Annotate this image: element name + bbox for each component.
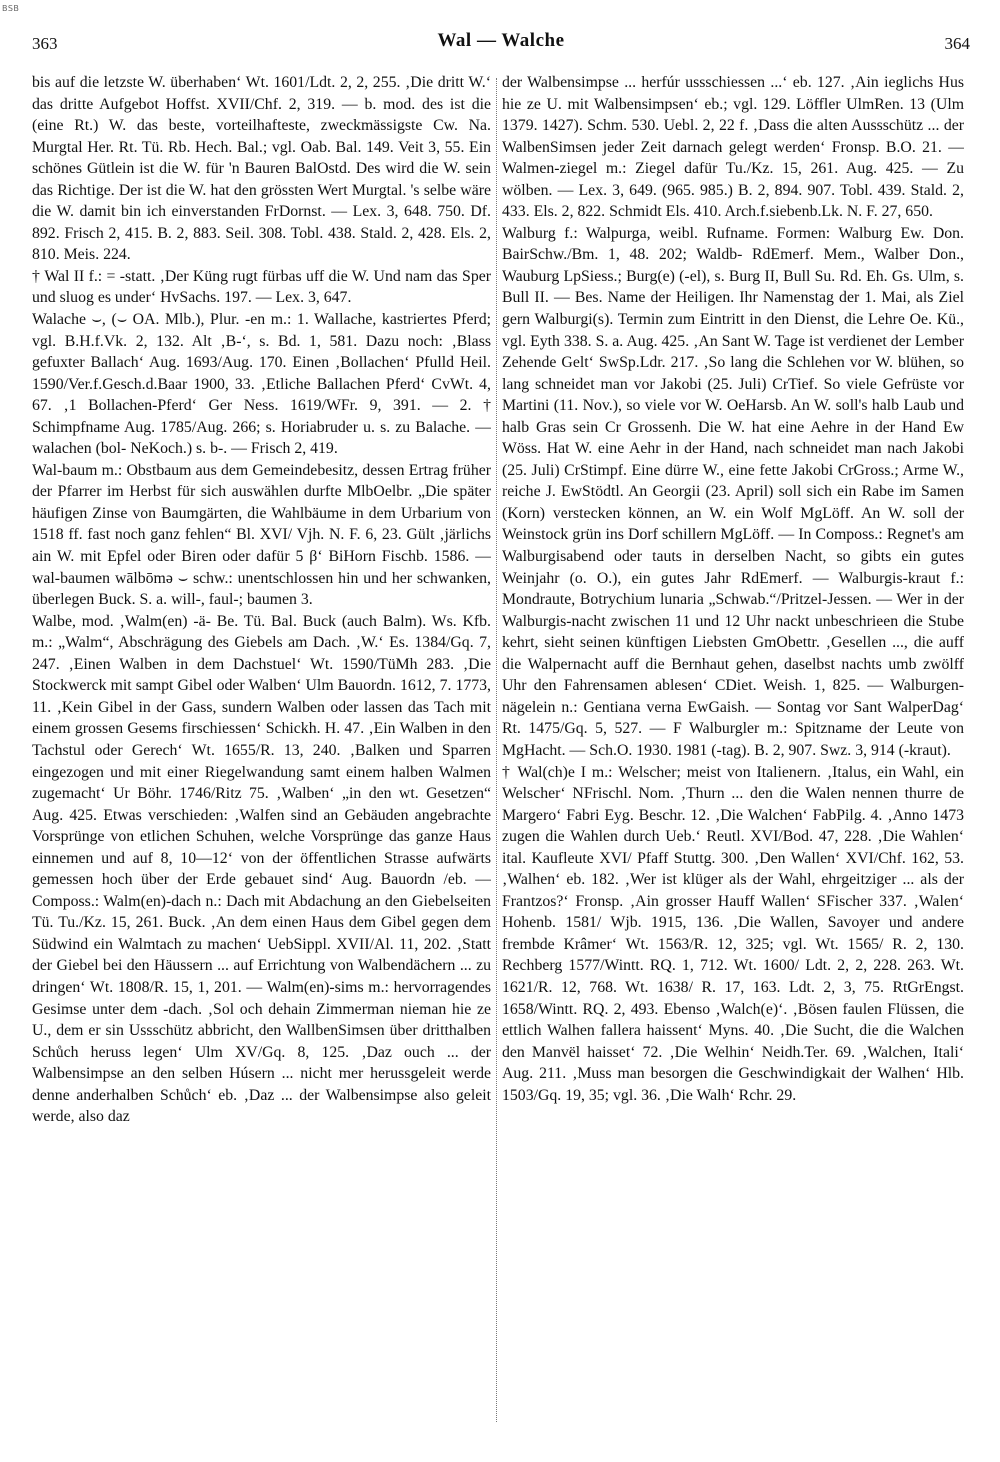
left-column bbox=[32, 72, 491, 1432]
entry-wal-II: † Wal II f.: = -statt. ‚Der Küng rugt fürbas uff die W. Und nam das Sper und sluog es under‘ HvSachs. 197. — Lex. 3, 647. bbox=[32, 267, 491, 307]
entry-walbe-continuation: der Walbensimpse ... herfúr ussschiessen ...‘ eb. 127. ‚Ain ieglichs Hus hie ze U. mit Walbensimpsen‘ eb.; vgl. 129. Löffler UlmRen. 13 (Ulm 1379. 1427). Schm. 530. Uebl. 2, 22 f. ‚Dass die alten Aussschütz ... der WalbenSimsen jeder Zeit darnach gelegt werden‘ Fronsp. B.O. 21. — Walmen-ziegel m.: Ziegel dafür Tu./Kz. 15, 261. Aug. 425. — Zu wölben. — Lex. 3, 649. (965. 985.) B. 2, 894. 907. Tobl. 439. Stald. 2, 433. Els. 2, 822. Schmidt Els. 410. Arch.f.siebenb.Lk. N. F. 27, 650. bbox=[502, 74, 964, 221]
library-stamp: BSB bbox=[2, 4, 20, 13]
entry-walache: Walache ⌣, (⌣ OA. Mlb.), Plur. -en m.: 1. Wallache, kastriertes Pferd; vgl. B.H.f.Vk. 2, 132. Alt ‚B-‘, s. Bd. 1, 581. Dazu noch: ‚Blass gefuxter Ballach‘ Aug. 1693/Aug. 170. Einen ‚Bollachen‘ Pfulld Heil. 1590/Ver.f.Gesch.d.Baar 1900, 33. ‚Etliche Ballachen Pferd‘ CvWt. 4, 67. ‚1 Bollachen-Pferd‘ Ger Ness. 1619/WFr. 9, 391. — 2. † Schimpfname Aug. 1785/Aug. 266; s. Horiabruder u. s. zu Balache. — walachen (bol- NeKoch.) s. b-. — Frisch 2, 419. bbox=[32, 311, 491, 458]
entry-walche-I: † Wal(ch)e I m.: Welscher; meist von Italienern. ‚Italus, ein Wahl, ein Welscher‘ NFrischl. Nom. ‚Thurn ... den die Walen nennen thurre de Margero‘ Fabri Eyg. Beschr. 12. ‚Die Walchen‘ FabPilg. 4. ‚Anno 1473 zugen die Wahlen durch Ueb.‘ Reutl. XVI/Bod. 47, 228. ‚Die Wahlen‘ ital. Kaufleute XVI/ Pfaff Stuttg. 300. ‚Den Wallen‘ XVI/Chf. 162, 53. ‚Walhen‘ eb. 182. ‚Wer ist klüger als der Wahl, ehrgeitziger ... als der Frantzos?‘ Fronsp. ‚Ain grosser Hauff Wallen‘ SFischer 337. ‚Walen‘ Hohenb. 1581/ Wjb. 1915, 136. ‚Die Wallen, Savoyer und andere frembde Krâmer‘ Wt. 1563/R. 12, 325; vgl. Wt. 1565/ R. 2, 130. Rechberg 1577/Wintt. RQ. 1, 712. Wt. 1600/ Ldt. 2, 2, 228. 263. Wt. 1621/R. 12, 768. Wt. 1638/ R. 17, 163. Ldt. 2, 3, 75. RtGrEngst. 1658/Wintt. RQ. 2, 493. Ebenso ‚Walch(e)‘. ‚Bösen faulen Flüssen, die ettlich Walhen fallera haissent‘ Myns. 40. ‚Die Sucht, die die Walchen den Manvël haisset‘ 72. ‚Die Welhin‘ Neidh.Ter. 69. ‚Walchen, Itali‘ Aug. 211. ‚Muss man besorgen die Geschwindigkait der Walhen‘ Hlb. 1503/Gq. 19, 35; vgl. 36. ‚Die Walh‘ Rchr. 29. bbox=[502, 763, 964, 1104]
column-divider bbox=[496, 78, 497, 1422]
entry-wal-continuation: bis auf die letzste W. überhaben‘ Wt. 1601/Ldt. 2, 2, 255. ‚Die dritt W.‘ das dritte Aufgebot Hoffst. XVII/Chf. 2, 319. — b. mod. des ist die (eine Rt.) W. das beste, vorteilhafteste, zweckmässigste Cw. Na. Murgtal Her. Rt. Tü. Rb. Hech. Bal.; vgl. Oab. Bal. 149. Veit 3, 55. Ein schönes Gütlein ist die W. für 'n Bauren BalOstd. Des wird die W. sein das Richtige. Der ist die W. hat den grössten Wert Murgtal. 's selbe wäre die W. damit bin ich einverstanden FrDornst. — Lex. 3, 648. 750. Df. 892. Frisch 2, 415. B. 2, 883. Seil. 308. Tobl. 438. Stald. 2, 428. Els. 2, 810. Meis. 224. bbox=[32, 74, 491, 264]
page-number-left: 363 bbox=[32, 34, 58, 53]
page-header bbox=[32, 30, 970, 60]
entry-walburg: Walburg f.: Walpurga, weibl. Rufname. Formen: Walburg Ew. Don. BairSchw./Bm. 1, 48. 202; Waldb- RdEmerf. Mem., Walber Don., Wauburg LpSiess.; Burg(e) (-el), s. Burg II, Bull Su. Rd. Eh. Gs. Ulm, s. Bull II. — Bes. Name der Heiligen. Ihr Namenstag der 1. Mai, als Ziel gern Walburgi(s). Termin zum Eintritt in den Dienst, die Lehre Oe. Kü., vgl. Eyth 338. S. a. Aug. 425. ‚An Sant W. Tage ist verdienet der Lember Zehende Gelt‘ SwSp.Ldr. 217. ‚So lang die Schlehen vor W. blühen, so lang schneidet man vor Jakobi (25. Juli) CrTief. So viele Gefrüste vor Martini (11. Nov.), so viele vor W. OeHarsb. An W. soll's halb Laub und halb Gras sein Cr Grossenh. Die W. hat eine Aehre in der Hand Ew Wöss. Hat W. eine Aehr in der Hand, nach schneidet man nach Jakobi (25. Juli) CrStimpf. Eine dürre W., eine fette Jakobi CrGross.; Arme W., reiche J. EwStödtl. An Georgii (23. April) soll sich ein Rabe im Samen (Korn) verstecken können, an W. ein Wolf MgLöff. An W. soll der Weinstock grün ins Dorf schillern MgLöff. — In Composs.: Regnet's am Walburgisabend oder tauts in derselben Nacht, so gibts ein gutes Weinjahr (o. O.), ein gutes Jahr RdEmerf. — Walburgis-kraut f.: Mondraute, Botrychium lunaria „Schwab.“/Pritzel-Jessen. — Wer in der Walburgis-nacht zwischen 11 und 12 Uhr nackt unbeschrieen die Stube kehrt, sieht seinen künftigen Liebsten GmObettr. ‚Gesellen ..., die auff die Walpernacht auff die Bernhaut gehen, daselbst nachts umb zwölff Uhr den Fahrensamen ablesen‘ CDiet. Weish. 1, 825. — Walburgen-nägelein n.: Gentiana verna EwGaish. — Sontag vor Sant WalperDag‘ Rt. 1475/Gq. 5, 527. — F Walburgler m.: Spitzname der Leute von MgHacht. — Sch.O. 1930. 1981 (-tag). B. 2, 907. Swz. 3, 914 (-kraut). bbox=[502, 224, 964, 759]
entry-wal-baum: Wal-baum m.: Obstbaum aus dem Gemeindebesitz, dessen Ertrag früher der Pfarrer im Herbst für sich auswählen durfte MlbOelbr. „Die später häufigen Zinse von Baumgärten, die Wahlbäume in dem Urbarium von 1518 ff. fast noch ganz fehlen“ Bl. XVI/ Vjh. N. F. 6, 23. Gült ‚järlichs ain W. mit Epfel oder Biren oder dafür 5 β‘ BiHorn Fischb. 1586. — wal-baumen wālbōmə ⌣ schw.: unentschlossen hin und her schwanken, überlegen Buck. S. a. will-, faul-; baumen 3. bbox=[32, 461, 491, 609]
running-title: Wal — Walche bbox=[437, 30, 565, 51]
entry-walbe: Walbe, mod. ‚Walm(en) -ä- Be. Tü. Bal. Buck (auch Balm). Ws. Kfb. m.: „Walm“, Abschrägung des Giebels am Dach. ‚W.‘ Es. 1384/Gq. 7, 247. ‚Einen Walben in dem Dachstuel‘ Wt. 1590/TüMh 283. ‚Die Stockwerck mit sampt Gibel oder Walben‘ Ulm Bauordn. 1612, 7. 1773, 11. ‚Kein Gibel in der Gass, sundern Walben oder lassen das Tach mit einem grossen Gesems firschiessen‘ Schickh. H. 47. ‚Ein Walben in den Tachstul oder Gerech‘ Wt. 1655/R. 13, 240. ‚Balken und Sparren eingezogen und mit einer Riegelwandung samt einem halben Walmen zugemacht‘ Ur Böhr. 1746/Ritz 75. ‚Walben‘ „in den wt. Gesetzen“ Aug. 425. Etwas verschieden: ‚Walfen sind an Gebäuden angebrachte Vorsprünge von etlichen Schuhen, welche Vorsprünge das ganze Haus einnemen und auf 8, 10—12‘ von der öffentlichen Strasse aufwärts gemessen hoch über der Erde gebauet sind‘ Aug. Bauordn /eb. — Composs.: Walm(en)-dach n.: Dach mit Abdachung an den Giebelseiten Tü. Tu./Kz. 15, 261. Buck. ‚An dem einen Haus dem Gibel gegen dem Südwind ein Walmtach zu machen‘ UebSippl. XVII/Al. 11, 202. ‚Statt der Giebel bei den Häussern ... auf Errichtung von Walbendächern ... zu dringen‘ Wt. 1808/R. 15, 1, 201. — Walm(en)-sims m.: hervorragendes Gesimse unter dem -dach. ‚Sol och dehain Zimmerman nieman hie ze U., dem er sin Ussschütz abbricht, den WallbenSimsen über dritthalben Schůch heruss legen‘ Ulm XV/Gq. 8, 125. ‚Daz ouch ... der Walbensimpse an den selben Húsern ... nicht mer herussgeleit werde denne anderhalben Schůch‘ eb. ‚Daz ... der Walbensimpse also geleit werde, also daz bbox=[32, 612, 491, 1126]
page-number-right: 364 bbox=[944, 34, 970, 53]
right-column bbox=[502, 72, 964, 1432]
